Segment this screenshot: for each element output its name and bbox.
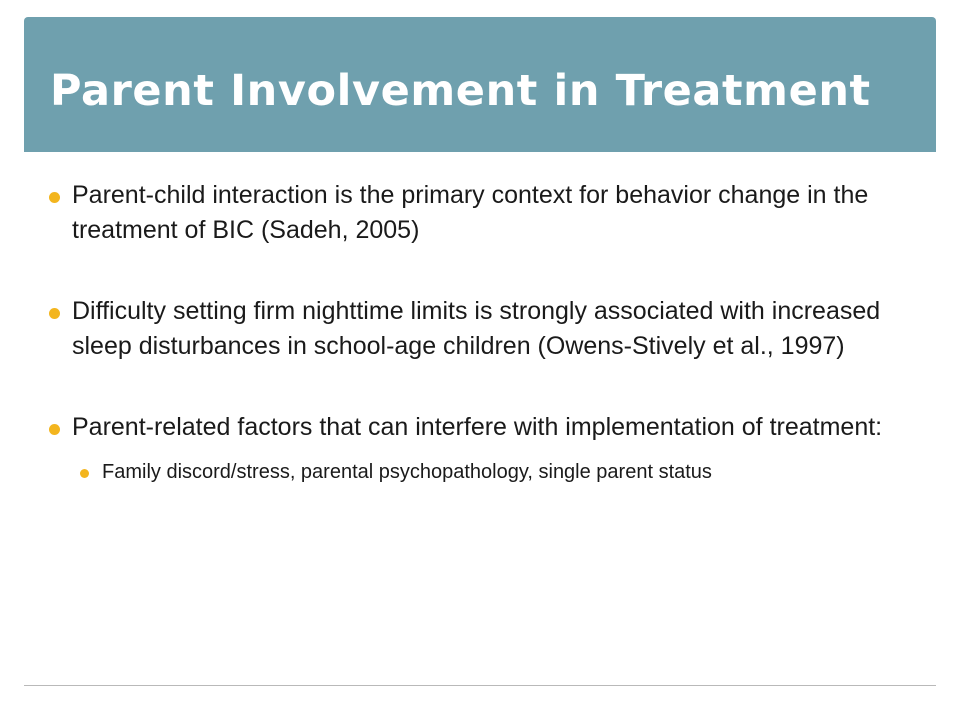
bullet-dot-icon	[49, 192, 60, 203]
bullet-item	[48, 178, 928, 248]
bullet-item	[48, 410, 928, 445]
title-bar	[24, 17, 936, 152]
bullet-text: Parent-child interaction is the primary context for behavior change in the treatment of BIC (Sadeh, 2005)	[72, 181, 869, 244]
sub-bullet-text: Family discord/stress, parental psychopathology, single parent status	[102, 461, 712, 483]
bullet-item	[48, 294, 928, 364]
bullet-dot-icon	[49, 308, 60, 319]
sub-bullet-item	[80, 458, 928, 486]
slide-title: Parent Involvement in Treatment	[50, 66, 871, 116]
footer-divider	[24, 685, 936, 686]
bullet-dot-icon	[80, 469, 89, 478]
bullet-dot-icon	[49, 424, 60, 435]
bullet-text: Difficulty setting firm nighttime limits is strongly associated with increased sleep disturbances in school-age children (Owens-Stively et al., 1997)	[72, 297, 881, 360]
bullet-text: Parent-related factors that can interfere with implementation of treatment:	[72, 413, 883, 441]
bullet-list	[48, 178, 928, 486]
